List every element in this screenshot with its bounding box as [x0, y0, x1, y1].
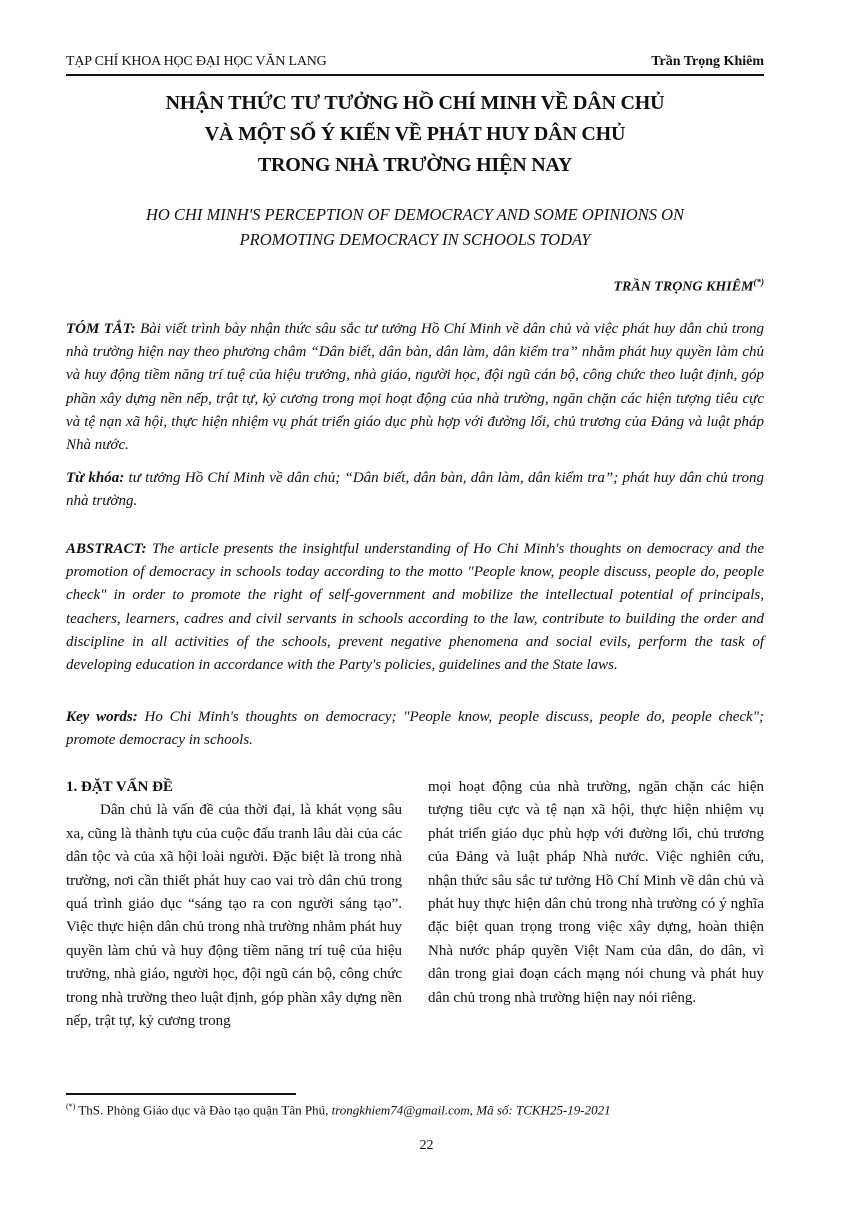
- title-english: [66, 202, 764, 252]
- section-heading: 1. ĐẶT VẤN ĐỀ: [66, 779, 173, 795]
- footnote-affiliation: ThS. Phòng Giáo dục và Đào tạo quận Tân Phú,: [75, 1102, 332, 1118]
- running-head-author: Trần Trọng Khiêm: [651, 54, 764, 69]
- page-number: 22: [419, 1138, 434, 1153]
- keywords-vi: [66, 467, 764, 513]
- title-en-line: HO CHI MINH'S PERCEPTION OF DEMOCRACY AND SOME OPINIONS ON: [145, 205, 685, 224]
- abstract-text: The article presents the insightful understanding of Ho Chi Minh's thoughts on democracy and the promotion of democracy in schools today according to the motto "People know, people discuss, people do, people check" in order to promote the right of self-government and mobilize the intellectual potential of principals, teachers, learners, cadres and civil servants in schools according to the law, contribute to building the order and discipline in all activities of the schools, prevent negative phenomena and social evils, perform the task of developing education in accordance with the Party's policies, guidelines and the State laws.: [66, 541, 764, 674]
- footnote-email-code: trongkhiem74@gmail.com, Mã số: TCKH25-19-2021: [331, 1102, 611, 1118]
- title-vi-line: NHẬN THỨC TƯ TƯỞNG HỒ CHÍ MINH VỀ DÂN CHỦ: [165, 92, 665, 114]
- keywords-vi-text: tư tưởng Hồ Chí Minh về dân chủ; “Dân biết, dân bàn, dân làm, dân kiểm tra”; phát huy dân chủ trong nhà trường.: [66, 470, 764, 510]
- footnote: [66, 1102, 786, 1118]
- title-en-line: PROMOTING DEMOCRACY IN SCHOOLS TODAY: [239, 230, 591, 249]
- keywords-en-text: Ho Chi Minh's thoughts on democracy; "People know, people discuss, people do, people check"; promote democracy in schools.: [66, 709, 765, 749]
- summary-label: TÓM TẮT:: [66, 321, 136, 337]
- journal-name: TẠP CHÍ KHOA HỌC ĐẠI HỌC VĂN LANG: [66, 54, 327, 69]
- title-vietnamese: [66, 88, 764, 181]
- footnote-marker: (*): [66, 1102, 76, 1111]
- running-head: [66, 52, 764, 76]
- author-footnote-marker: (*): [753, 277, 764, 287]
- title-vi-line: TRONG NHÀ TRƯỜNG HIỆN NAY: [257, 154, 573, 176]
- abstract-label: ABSTRACT:: [66, 541, 147, 557]
- title-vi-line: VÀ MỘT SỐ Ý KIẾN VỀ PHÁT HUY DÂN CHỦ: [204, 123, 626, 145]
- body-paragraph: mọi hoạt động của nhà trường, ngăn chặn các hiện tượng tiêu cực và tệ nạn xã hội, thực hiện nhiệm vụ phát triển giáo dục phù hợp với đường lối, chủ trương của Đảng và luật pháp Nhà nước. Việc nghiên cứu, nhận thức sâu sắc tư tưởng Hồ Chí Minh về dân chủ và phát huy thực hiện dân chủ trong nhà trường có ý nghĩa đặc biệt quan trọng trong việc xây dựng, hoàn thiện Nhà nước pháp quyền Việt Nam của dân, do dân, vì dân trong giai đoạn cách mạng nói chung và phát huy dân chủ trong nhà trường hiện nay nói riêng.: [428, 779, 764, 1006]
- summary-vi: [66, 318, 764, 457]
- author-byline: [613, 277, 764, 296]
- abstract-en: [66, 538, 764, 677]
- summary-text: Bài viết trình bày nhận thức sâu sắc tư tưởng Hồ Chí Minh về dân chủ và việc phát huy dân chủ trong nhà trường hiện nay theo phương châm “Dân biết, dân bàn, dân làm, dân kiểm tra” nhằm phát huy quyền làm chủ và huy động tiềm năng trí tuệ của hiệu trưởng, nhà giáo, người học, đội ngũ cán bộ, công chức theo luật định, góp phần xây dựng nền nếp, trật tự, kỷ cương trong mọi hoạt động của nhà trường, ngăn chặn các hiện tượng tiêu cực và tệ nạn xã hội, thực hiện nhiệm vụ phát triển giáo dục phù hợp với đường lối, chủ trương của Đảng và luật pháp Nhà nước.: [66, 321, 764, 454]
- body-paragraph: Dân chủ là vấn đề của thời đại, là khát vọng sâu xa, cũng là thành tựu của cuộc đấu tranh lâu dài của các dân tộc và của xã hội loài người. Đặc biệt là trong nhà trường, nơi cần thiết phát huy cao vai trò dân chủ trong quá trình giáo dục “sáng tạo ra con người sáng tạo”. Việc thực hiện dân chủ trong nhà trường nhằm phát huy quyền làm chủ và huy động tiềm năng trí tuệ của hiệu trưởng, nhà giáo, người học, đội ngũ cán bộ, công chức trong nhà trường theo luật định, góp phần xây dựng nền nếp, trật tự, kỷ cương trong: [66, 802, 402, 1030]
- keywords-en-label: Key words:: [66, 709, 138, 725]
- keywords-vi-label: Từ khóa:: [66, 470, 125, 486]
- body-column-left: [66, 776, 402, 1033]
- footnote-divider: [66, 1093, 296, 1095]
- author-name: TRẦN TRỌNG KHIÊM: [613, 279, 754, 295]
- keywords-en: [66, 706, 764, 752]
- body-column-right: [428, 776, 764, 1010]
